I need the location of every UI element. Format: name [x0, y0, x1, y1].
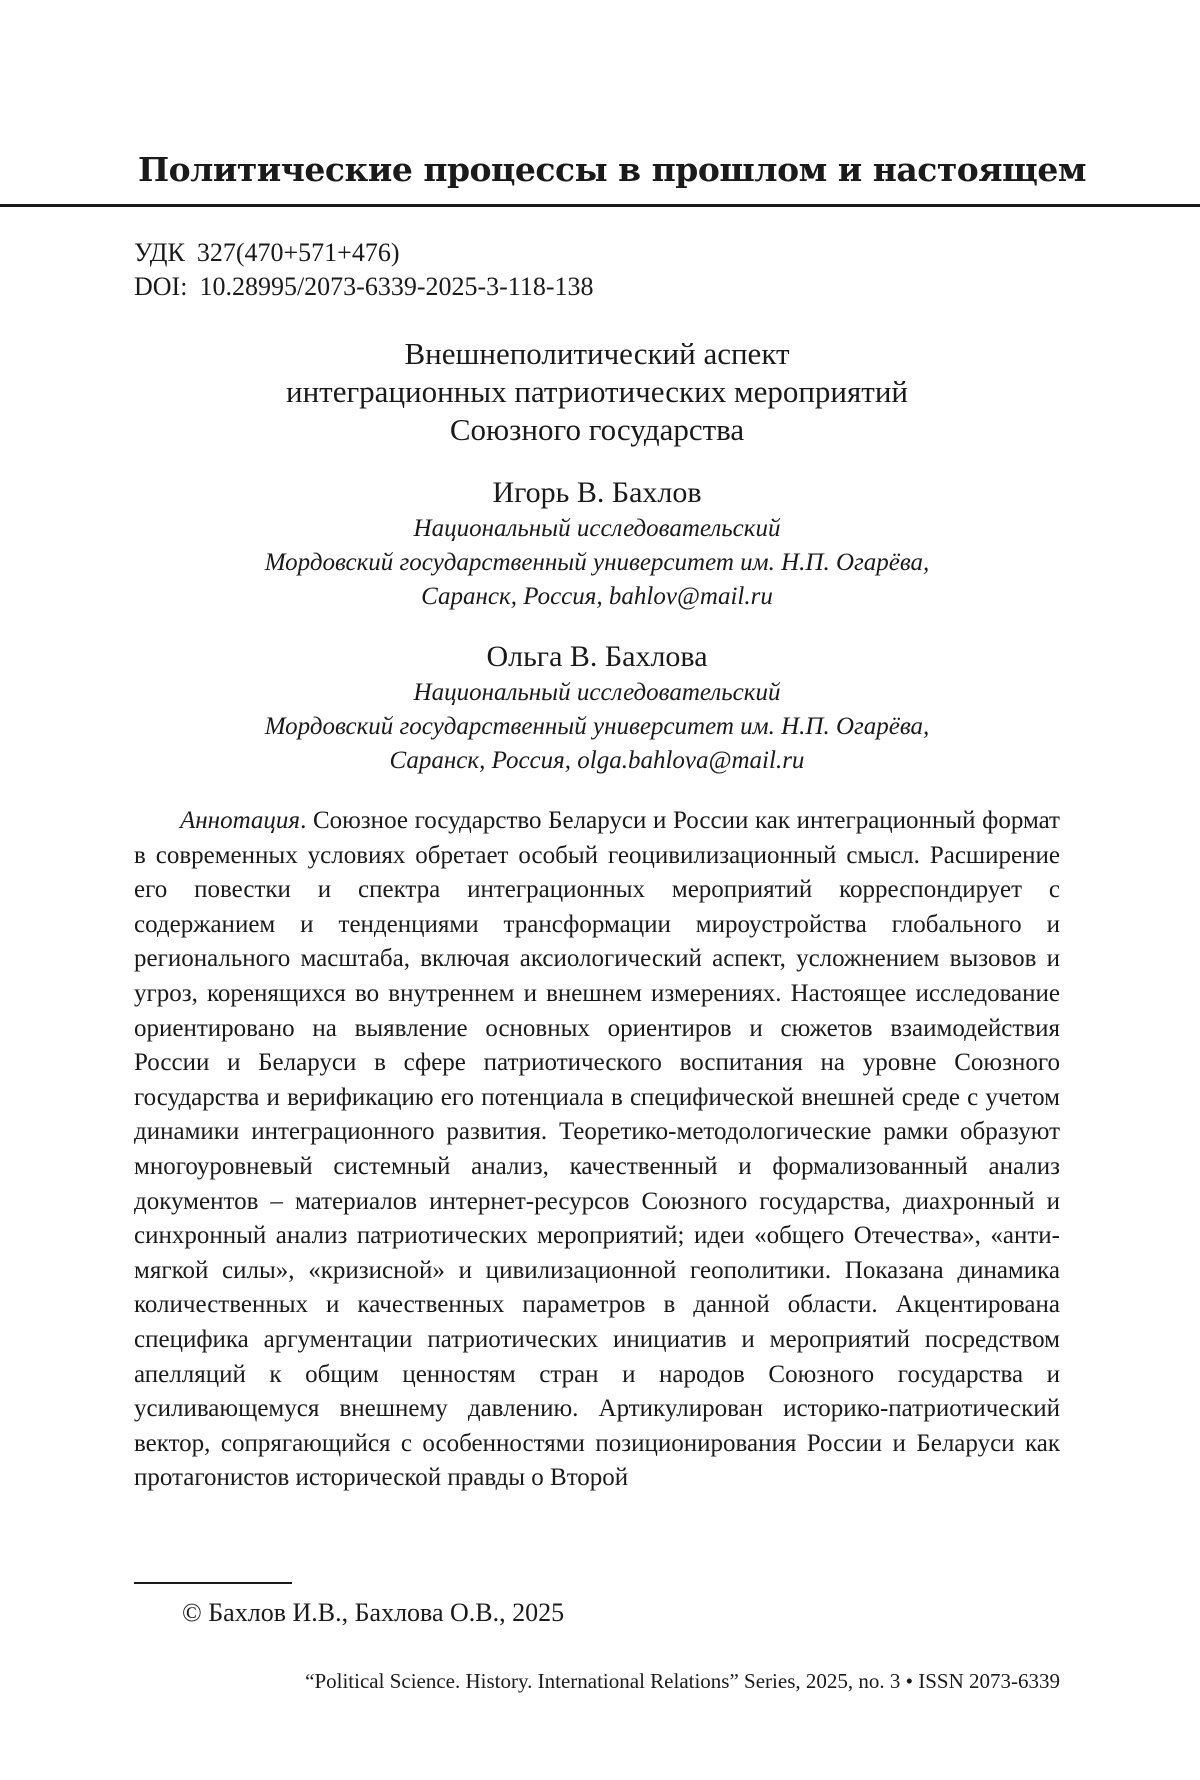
- header-divider: [0, 204, 1200, 207]
- abstract-text: . Союзное государство Беларуси и России как интеграционный формат в современных условиях обретает особый геоцивилизационный смысл. Расширение его повестки и спектра интеграционных мероприятий корреспондирует с содержанием и тенденциями трансформации мироустройства глобального и регионального масштаба, включая аксиологический аспект, усложнением вызовов и угроз, коренящихся во внутреннем и внешнем измерениях. Настоящее исследование ориентировано на выявление основных ориентиров и сюжетов взаимодействия России и Беларуси в сфере патриотического воспитания на уровне Союзного государства и верификацию его потенциала в специфической внешней среде с учетом динамики интеграционного развития. Теоретико-методологические рамки образуют многоуровневый системный анализ, качественный и формализованный анализ документов – материалов интернет-ресурсов Союзного государства, диахронный и синхронный анализ патриотических мероприятий; идеи «общего Отечества», «анти-мягкой силы», «кризисной» и цивилизационной геополитики. Показана динамика количественных и качественных параметров в данной области. Акцентирована специфика аргументации патриотических инициатив и мероприятий посредством апелляций к общим ценностям стран и народов Союзного государства и усиливающемуся внешнему давлению. Артикулирован историко-патриотический вектор, сопрягающийся с особенностями позиционирования России и Беларуси как протагонистов исторической правды о Второй: [134, 807, 1060, 1491]
- abstract-label: Аннотация: [180, 807, 300, 834]
- journal-section-header: [0, 150, 1200, 189]
- author-affiliation-line: Национальный исследовательский: [134, 512, 1060, 546]
- author-block-1: [134, 474, 1060, 614]
- page-footer: “Political Science. History. International Relations” Series, 2025, no. 3 • ISSN 2073-6339: [134, 1666, 1060, 1696]
- article-title-line: Союзного государства: [134, 411, 1060, 449]
- author-block-2: [134, 638, 1060, 778]
- author-name: Ольга В. Бахлова: [134, 638, 1060, 676]
- author-affiliation-line: Мордовский государственный университет им. Н.П. Огарёва,: [134, 546, 1060, 580]
- copyright-notice: © Бахлов И.В., Бахлова О.В., 2025: [182, 1596, 564, 1630]
- article-title: [134, 335, 1060, 449]
- abstract: [134, 804, 1060, 1496]
- doi-row: [134, 270, 594, 304]
- doi-label: DOI:: [134, 270, 187, 304]
- author-affiliation-line: Саранск, Россия, bahlov@mail.ru: [134, 580, 1060, 614]
- author-affiliation-line: Саранск, Россия, olga.bahlova@mail.ru: [134, 744, 1060, 778]
- udc-label: УДК: [134, 236, 185, 270]
- footnote-divider: [134, 1582, 292, 1584]
- author-name: Игорь В. Бахлов: [134, 474, 1060, 512]
- journal-section-title: Политические процессы в прошлом и настоящем: [0, 150, 1200, 189]
- author-affiliation-line: Мордовский государственный университет им. Н.П. Огарёва,: [134, 710, 1060, 744]
- udc-row: [134, 236, 594, 270]
- article-title-line: Внешнеполитический аспект: [134, 335, 1060, 373]
- article-meta: [134, 236, 594, 304]
- doi-value: 10.28995/2073-6339-2025-3-118-138: [199, 272, 593, 301]
- udc-value: 327(470+571+476): [197, 238, 400, 267]
- article-title-line: интеграционных патриотических мероприятий: [134, 373, 1060, 411]
- author-affiliation-line: Национальный исследовательский: [134, 676, 1060, 710]
